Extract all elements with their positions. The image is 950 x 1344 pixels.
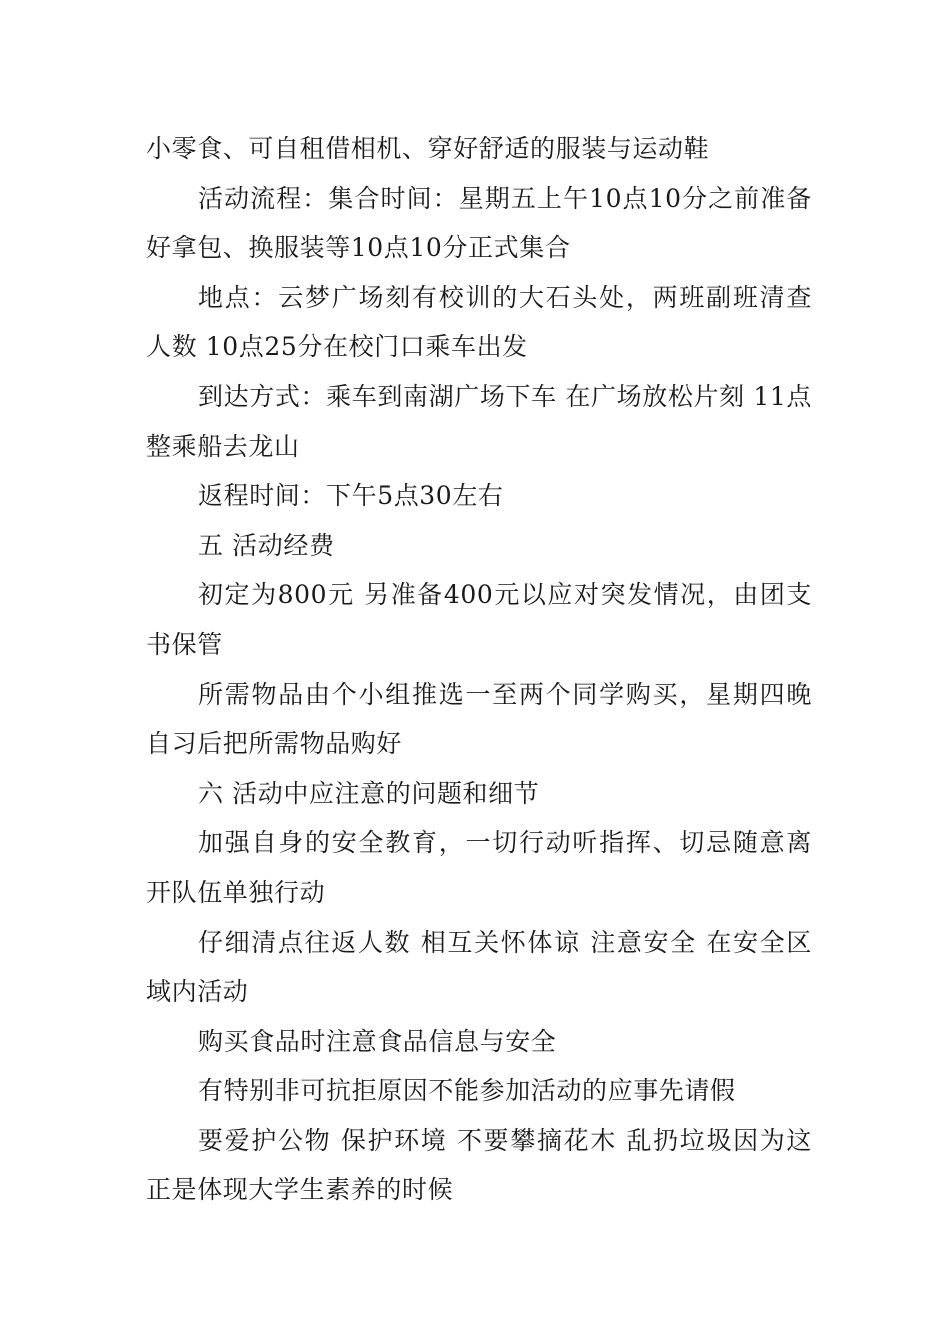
paragraph-food-safety: 购买食品时注意食品信息与安全 bbox=[198, 1026, 557, 1056]
section-heading-funding: 五 活动经费 bbox=[198, 530, 335, 560]
paragraph-headcount: 仔细清点往返人数 相互关怀体谅 注意安全 在安全区域内活动 bbox=[146, 927, 812, 1007]
paragraph-budget: 初定为800元 另准备400元以应对突发情况，由团支书保管 bbox=[146, 580, 812, 659]
paragraph-safety-education: 加强自身的安全教育，一切行动听指挥、切忌随意离开队伍单独行动 bbox=[146, 828, 812, 907]
document-body bbox=[146, 124, 812, 1215]
paragraph-leave-request: 有特别非可抗拒原因不能参加活动的应事先请假 bbox=[198, 1076, 736, 1106]
paragraph-environment: 要爱护公物 保护环境 不要攀摘花木 乱扔垃圾因为这正是体现大学生素养的时候 bbox=[146, 1125, 812, 1205]
paragraph-purchasing: 所需物品由个小组推选一至两个同学购买，星期四晚自习后把所需物品购好 bbox=[146, 679, 812, 759]
section-heading-precautions: 六 活动中应注意的问题和细节 bbox=[198, 778, 540, 808]
paragraph-activity-process: 活动流程：集合时间：星期五上午10点10分之前准备好拿包、换服装等10点10分正式集合 bbox=[146, 183, 812, 263]
paragraph-transport: 到达方式：乘车到南湖广场下车 在广场放松片刻 11点整乘船去龙山 bbox=[146, 381, 812, 461]
paragraph-continuation-items: 小零食、可自租借相机、穿好舒适的服装与运动鞋 bbox=[146, 134, 710, 163]
paragraph-return-time: 返程时间：下午5点30左右 bbox=[198, 481, 504, 511]
paragraph-location: 地点：云梦广场刻有校训的大石头处，两班副班清查人数 10点25分在校门口乘车出发 bbox=[146, 282, 812, 362]
